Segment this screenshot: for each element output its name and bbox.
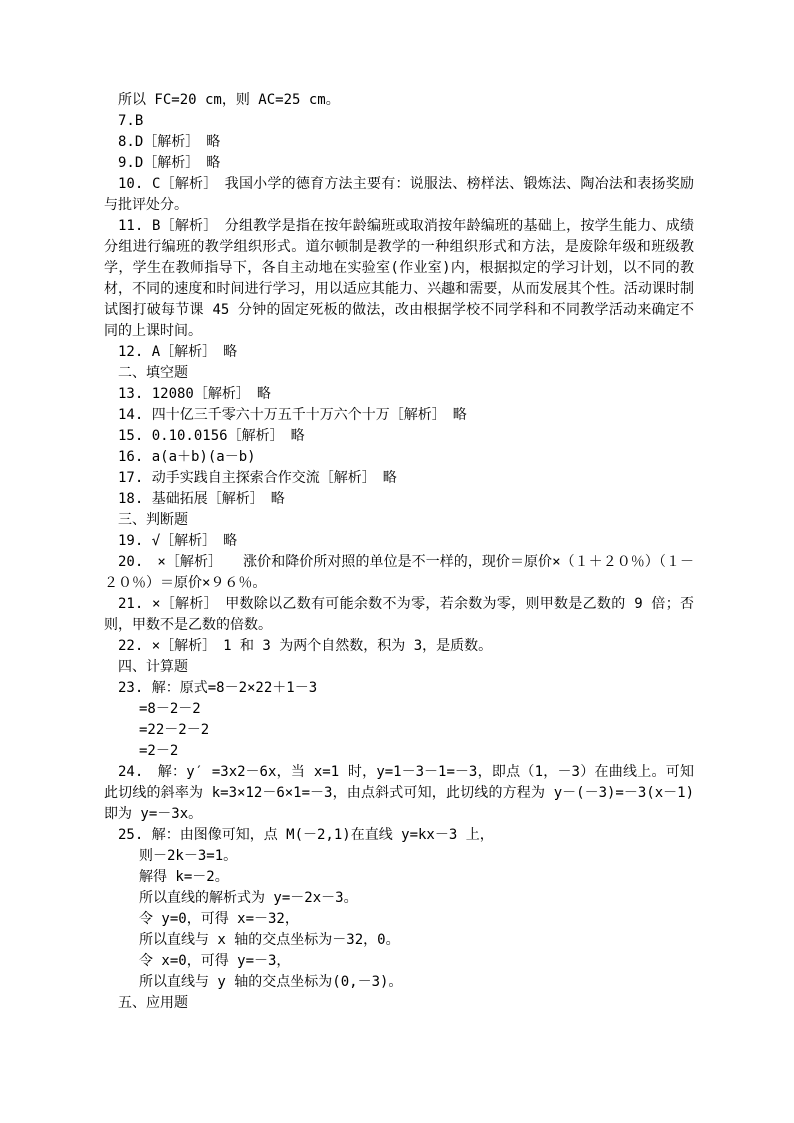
answer-23: 23. 解：原式=8－2×22＋1－3	[118, 680, 318, 696]
answer-23-step-2: =22－2－2	[139, 722, 210, 738]
answer-13: 13. 12080［解析］ 略	[118, 386, 271, 402]
answer-21: 21. ×［解析］ 甲数除以乙数有可能余数不为零，若余数为零，则甲数是乙数的 9 倍；否则，甲数不是乙数的倍数。	[104, 596, 694, 633]
answer-12: 12. A［解析］ 略	[118, 344, 238, 360]
answer-23-step-3: =2－2	[139, 743, 179, 759]
answer-19: 19. √［解析］ 略	[118, 533, 238, 549]
answer-9: 9.D［解析］ 略	[118, 155, 221, 171]
answer-18: 18. 基础拓展［解析］ 略	[118, 491, 285, 507]
answer-25-step-4: 令 y=0，可得 x=－32，	[139, 911, 299, 927]
answer-15: 15. 0.10.0156［解析］ 略	[118, 428, 305, 444]
answer-23-step-1: =8－2－2	[139, 701, 201, 717]
answer-25-step-2: 解得 k=－2。	[139, 869, 229, 885]
answer-25-step-5: 所以直线与 x 轴的交点坐标为－32，0。	[139, 932, 400, 948]
section-heading-calculation: 四、计算题	[118, 659, 188, 675]
answer-25-step-3: 所以直线的解析式为 y=－2x－3。	[139, 890, 358, 906]
answer-25-step-6: 令 x=0，可得 y=－3，	[139, 953, 291, 969]
answer-20: 20. ×［解析］ 涨价和降价所对照的单位是不一样的，现价＝原价×（１＋２０％）（１－２０％）＝原价×９６％。	[104, 554, 694, 591]
answer-11: 11. B［解析］ 分组教学是指在按年龄编班或取消按年龄编班的基础上，按学生能力、成绩分组进行编班的教学组织形式。道尔顿制是教学的一种组织形式和方法，是废除年级和班级教学，学生在教师指导下，各自主动地在实验室(作业室)内，根据拟定的学习计划，以不同的教材，不同的速度和时间进行学习，用以适应其能力、兴趣和需要，从而发展其个性。活动课时制试图打破每节课 45 分钟的固定死板的做法，改由根据学校不同学科和不同教学活动来确定不同的上课时间。	[104, 218, 694, 339]
section-heading-application: 五、应用题	[118, 995, 188, 1011]
answer-25-step-7: 所以直线与 y 轴的交点坐标为(0,－3)。	[139, 974, 403, 990]
section-heading-fill-blanks: 二、填空题	[118, 365, 188, 381]
section-heading-judgment: 三、判断题	[118, 512, 188, 528]
answer-16: 16. a(a＋b)(a－b)	[118, 449, 256, 465]
answer-14: 14. 四十亿三千零六十万五千十万六个十万［解析］ 略	[118, 407, 467, 423]
answer-8: 8.D［解析］ 略	[118, 134, 221, 150]
answer-25-step-1: 则－2k－3=1。	[139, 848, 238, 864]
answer-6-continuation: 所以 FC=20 cm，则 AC=25 cm。	[118, 92, 340, 108]
answer-22: 22. ×［解析］ 1 和 3 为两个自然数，积为 3，是质数。	[118, 638, 493, 654]
answer-7: 7.B	[118, 113, 144, 129]
answer-17: 17. 动手实践自主探索合作交流［解析］ 略	[118, 470, 397, 486]
answer-24: 24. 解：y′ =3x2－6x，当 x=1 时，y=1－3－1=－3，即点（1，－3）在曲线上。可知此切线的斜率为 k=3×12－6×1=－3，由点斜式可知，此切线的方程为 y－(－3)=－3(x－1)即为 y=－3x。	[104, 764, 694, 822]
answer-10: 10. C［解析］ 我国小学的德育方法主要有：说服法、榜样法、锻炼法、陶冶法和表扬奖励与批评处分。	[104, 176, 694, 213]
answer-25: 25. 解：由图像可知，点 M(－2,1)在直线 y=kx－3 上，	[118, 827, 494, 843]
